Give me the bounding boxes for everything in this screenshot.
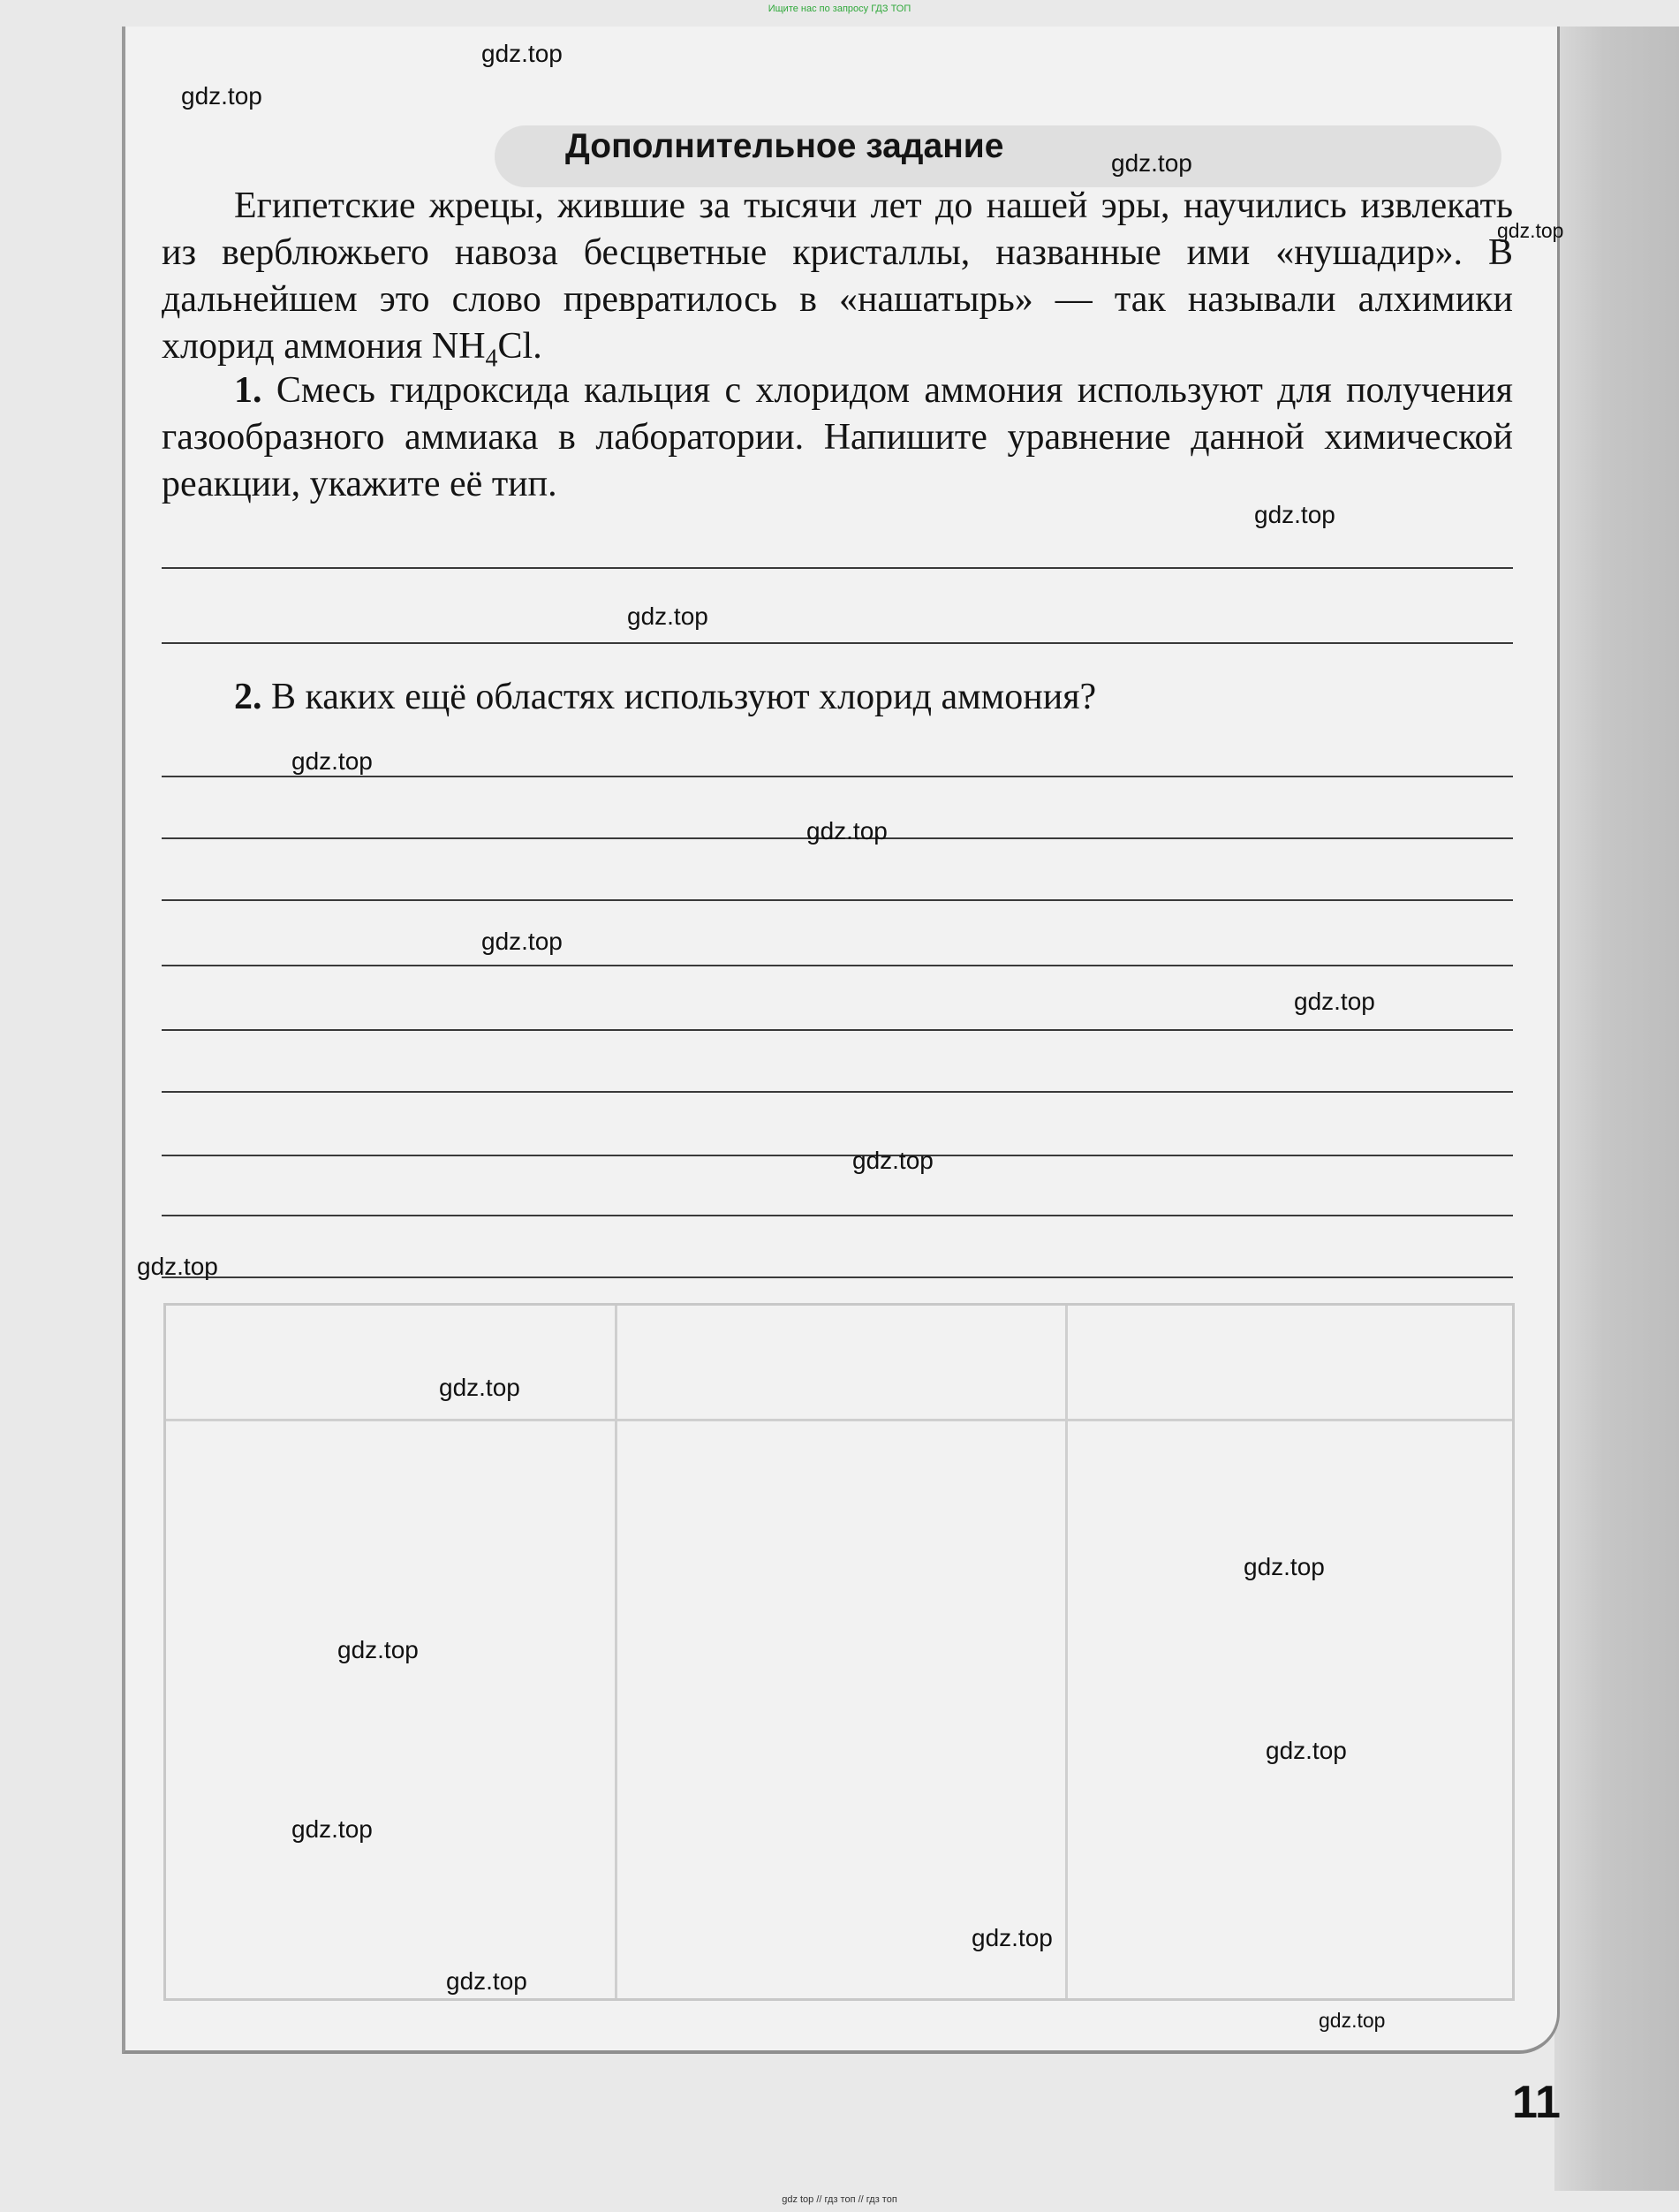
answer-line[interactable] [162,965,1513,966]
answer-line[interactable] [162,567,1513,569]
task-1 [162,367,1513,508]
answer-line[interactable] [162,1029,1513,1031]
section-heading: Дополнительное задание [565,127,1004,165]
answer-line[interactable] [162,642,1513,644]
watermark: gdz.top [806,817,888,845]
answer-line[interactable] [162,1091,1513,1093]
intro-paragraph [162,183,1513,382]
watermark: gdz.top [291,747,373,775]
watermark: gdz.top [1319,2009,1386,2032]
intro-text: Египетские жрецы, жившие за тысячи лет до нашей эры, научились извлекать из верблюжьего навоза бесцветные кристаллы, названные ими «нушадир». В дальнейшем это слово превратилось в «нашатырь» — так называли алхимики хлорид аммония [162,186,1513,367]
watermark: gdz.top [137,1253,218,1280]
watermark: gdz.top [446,1967,527,1995]
bottom-banner: gdz top // гдз топ // гдз топ [782,2194,897,2205]
answer-line[interactable] [162,776,1513,777]
watermark: gdz.top [972,1924,1053,1951]
watermark: gdz.top [1254,501,1335,528]
watermark: gdz.top [439,1374,520,1401]
task-1-text: Смесь гидроксида кальция с хлоридом аммония используют для получения газообразного аммиака в лаборатории. Напишите уравнение данной химической реакции, укажите её тип. [162,370,1513,504]
page-margin-shadow [1554,27,1679,2191]
task-2-number: 2. [234,677,262,717]
watermark: gdz.top [1497,219,1564,242]
task-2-text: В каких ещё областях используют хлорид аммония? [271,677,1097,717]
ammonium-chloride-formula: $NH_4Cl$. [431,326,542,373]
watermark: gdz.top [291,1815,373,1843]
watermark: gdz.top [852,1147,934,1174]
answer-line[interactable] [162,1155,1513,1156]
watermark: gdz.top [1294,988,1375,1015]
show-through-table-header [166,1306,1512,1421]
show-through-table-divider [615,1306,617,1998]
watermark: gdz.top [181,82,262,110]
watermark: gdz.top [1244,1553,1325,1580]
watermark: gdz.top [627,602,708,630]
top-banner: Ищите нас по запросу ГДЗ ТОП [768,4,911,14]
watermark: gdz.top [1111,149,1192,177]
watermark: gdz.top [337,1636,419,1663]
answer-line[interactable] [162,1276,1513,1278]
task-1-number: 1. [234,370,262,411]
answer-line[interactable] [162,1215,1513,1216]
watermark: gdz.top [481,40,563,67]
task-2 [162,674,1513,721]
page-number: 11 [1512,2077,1561,2128]
show-through-table-divider [1065,1306,1068,1998]
watermark: gdz.top [481,928,563,955]
watermark: gdz.top [1266,1737,1347,1764]
answer-line[interactable] [162,899,1513,901]
